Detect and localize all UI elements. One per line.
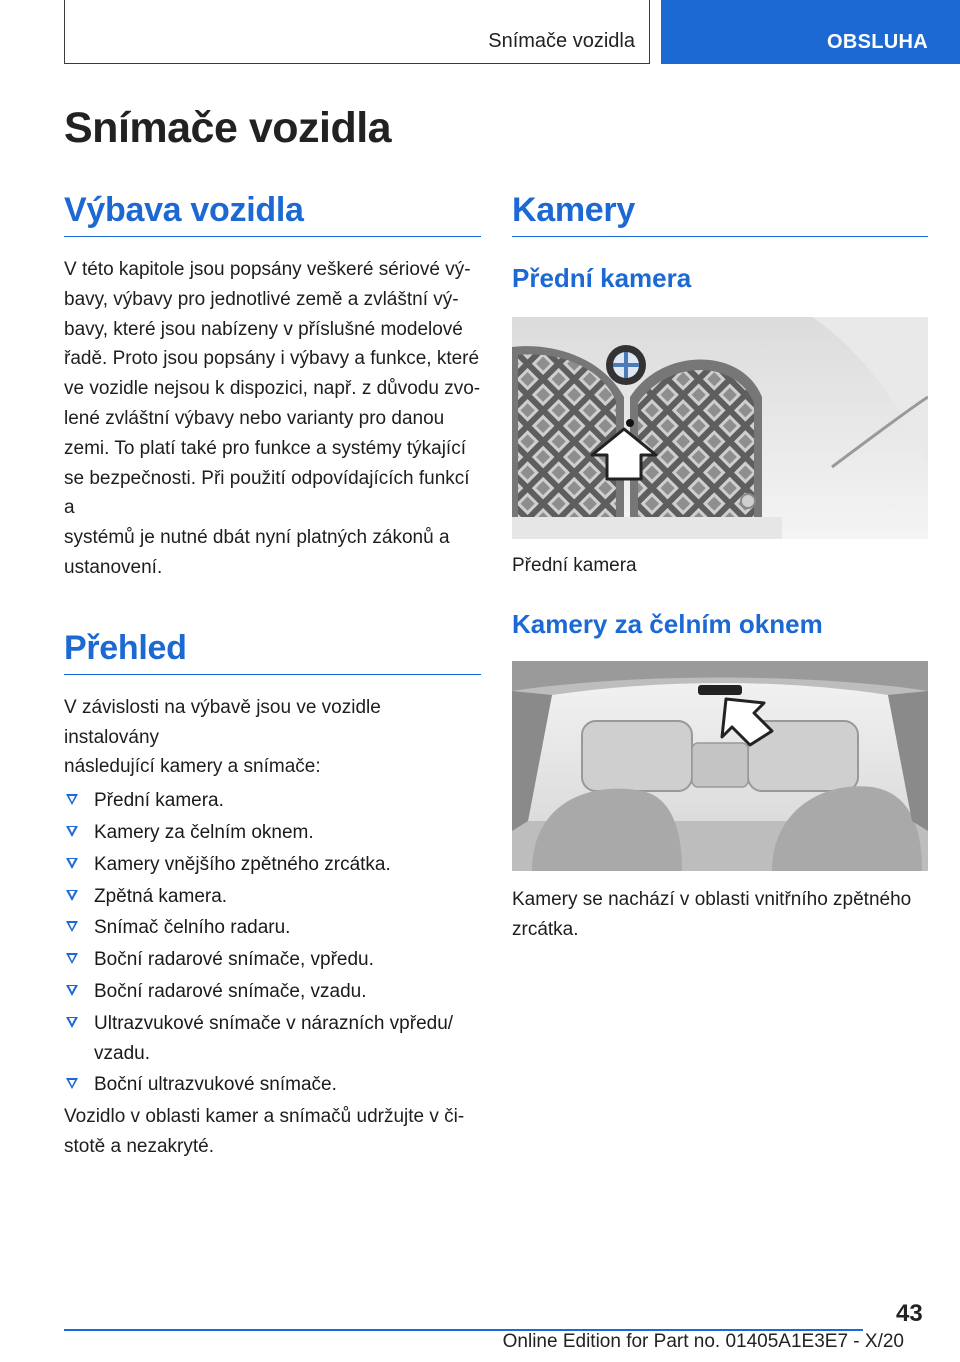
text-line: V této kapitole jsou popsány veškeré sériové vý‐ — [64, 259, 471, 280]
chapter-tab[interactable] — [661, 0, 960, 64]
list-item: Zpětná kamera. — [64, 882, 481, 912]
right-column — [512, 190, 928, 944]
prehled-intro — [64, 693, 481, 782]
list-item: Boční radarové snímače, vpředu. — [64, 945, 481, 975]
triangle-bullet-icon — [66, 794, 78, 805]
list-item: Ultrazvukové snímače v nárazních vpředu/ vzadu. — [64, 1009, 481, 1069]
section-heading-vybava: Výbava vozidla — [64, 190, 481, 237]
list-item: Snímač čelního radaru. — [64, 913, 481, 943]
text-line: ustanovení. — [64, 556, 163, 578]
front-camera-illustration — [512, 317, 928, 539]
footer-edition: Online Edition for Part no. 01405A1E3E7 - X/20 — [502, 1331, 904, 1352]
left-column — [64, 190, 481, 1162]
front-camera-caption: Přední kamera — [512, 555, 637, 576]
text-line: Kamery se nachází v oblasti vnitřního zpětného — [512, 888, 912, 910]
list-item: Kamery vnějšího zpětného zrcátka. — [64, 850, 481, 880]
running-header — [64, 0, 650, 64]
text-line: bavy, které jsou nabízeny v příslušné modelové — [64, 318, 463, 340]
section-heading-kamery: Kamery — [512, 190, 928, 237]
chapter-tab-label: OBSLUHA — [827, 31, 928, 53]
subheading-front-camera: Přední kamera — [512, 263, 692, 293]
page-title: Snímače vozidla — [64, 104, 392, 152]
triangle-bullet-icon — [66, 953, 78, 964]
running-header-title: Snímače vozidla — [488, 30, 635, 52]
text-line: řadě. Proto jsou popsány i výbavy a funkce, které — [64, 348, 480, 370]
list-item: Boční ultrazvukové snímače. — [64, 1070, 481, 1100]
triangle-bullet-icon — [66, 826, 78, 837]
triangle-bullet-icon — [66, 858, 78, 869]
text-line: se bezpečnosti. Při použití odpovídajících funkcí a — [64, 467, 470, 519]
text-line: Vozidlo v oblasti kamer a snímačů udržujte v či‐ — [64, 1106, 465, 1128]
triangle-bullet-icon — [66, 890, 78, 901]
page-number: 43 — [896, 1300, 923, 1327]
text-line: stotě a nezakryté. — [64, 1135, 214, 1157]
text-line: následující kamery a snímače: — [64, 756, 321, 778]
subheading-windshield-cameras: Kamery za čelním oknem — [512, 608, 823, 639]
text-line: systémů je nutné dbát nyní platných zákonů a — [64, 527, 450, 549]
vybava-paragraph — [64, 255, 481, 583]
triangle-bullet-icon — [66, 1078, 78, 1089]
sensor-list — [64, 786, 481, 1100]
list-item: Kamery za čelním oknem. — [64, 818, 481, 848]
text-line: ve vozidle nejsou k dispozici, např. z důvodu zvo‐ — [64, 378, 481, 400]
windshield-camera-caption — [512, 885, 928, 945]
prehled-outro — [64, 1102, 481, 1162]
triangle-bullet-icon — [66, 921, 78, 932]
triangle-bullet-icon — [66, 985, 78, 996]
text-line: bavy, výbavy pro jednotlivé země a zvláštní vý‐ — [64, 288, 459, 310]
triangle-bullet-icon — [66, 1017, 78, 1028]
list-item: Boční radarové snímače, vzadu. — [64, 977, 481, 1007]
windshield-camera-illustration — [512, 661, 928, 871]
text-line: zemi. To platí také pro funkce a systémy týkající — [64, 437, 466, 459]
text-line: lené zvláštní výbavy nebo varianty pro danou — [64, 407, 445, 429]
list-item: Přední kamera. — [64, 786, 481, 816]
section-heading-prehled: Přehled — [64, 628, 481, 675]
text-line: V závislosti na výbavě jsou ve vozidle instalovány — [64, 696, 381, 748]
text-line: zrcátka. — [512, 918, 579, 940]
